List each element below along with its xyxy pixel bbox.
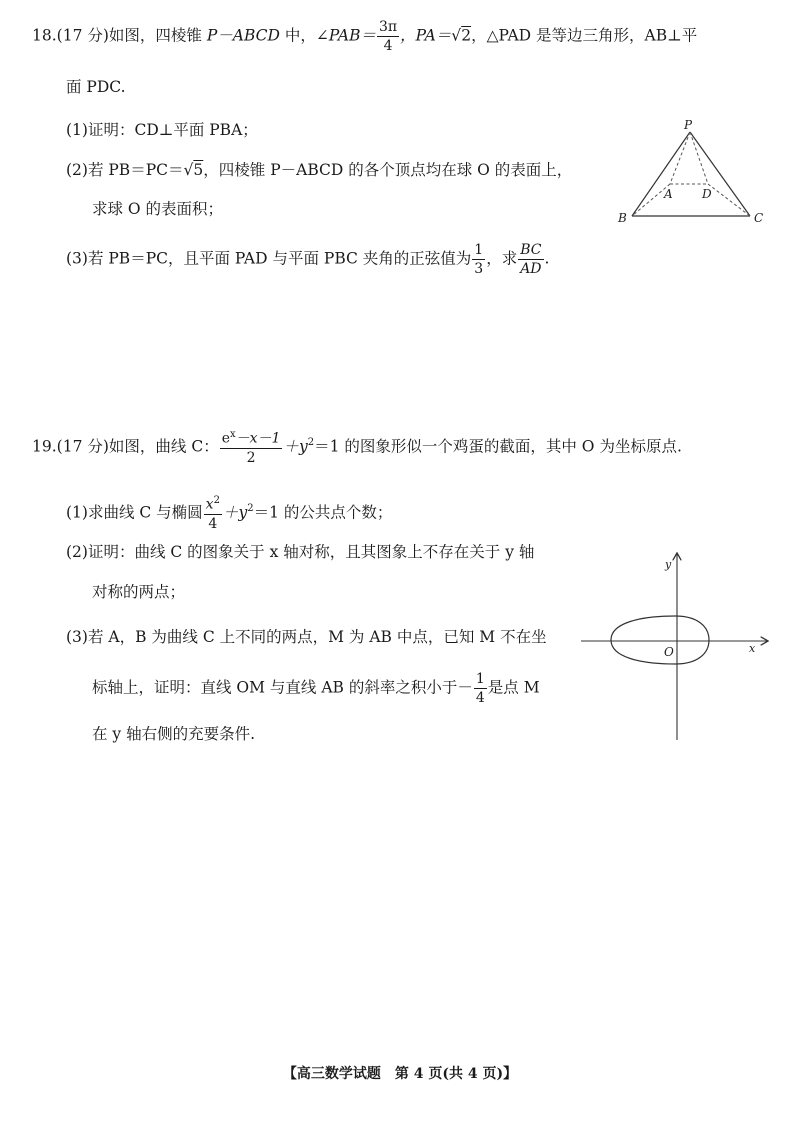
- label-b: B: [618, 211, 627, 225]
- label-c: C: [754, 211, 764, 225]
- edge-pd-hidden: [690, 132, 708, 184]
- q18-sqrt2: √2: [451, 26, 472, 45]
- axis-label-x: x: [749, 642, 756, 655]
- axis-label-y: y: [665, 558, 672, 571]
- q18-triangle-text: ，△PAD 是等边三角形，AB⊥平: [471, 26, 698, 45]
- q18-bc-ad-fraction: $\frac{BC}{AD}$: [520, 242, 542, 277]
- label-a: A: [664, 187, 673, 201]
- q18-line2: 面 PDC.: [66, 78, 126, 96]
- q18-line1: [32, 20, 697, 53]
- page-footer: 【高三数学试题 第 4 页(共 4 页)】: [282, 1066, 518, 1082]
- q18-sqrt5: √5: [183, 161, 204, 179]
- q18-angle: ∠PAB＝: [315, 26, 376, 45]
- q19-line1: 19.(17 分)如图，曲线 C： $\frac{e^x-x-1}{2}$ $+y^2=1$ 的图象形似一个鸡蛋的截面，其中 O 为坐标原点.: [32, 429, 682, 466]
- origin-label: O: [664, 645, 674, 659]
- q18-intro: 如图，四棱锥: [108, 26, 202, 45]
- egg-curve: [611, 616, 709, 664]
- q19-points: (17 分): [56, 437, 109, 456]
- q19-curve-fraction: $\frac{e^x-x-1}{2}$: [221, 429, 281, 466]
- egg-curve-figure: [575, 548, 775, 744]
- q19-intro: 如图，曲线 C：: [108, 437, 219, 456]
- q18-points: (17 分): [56, 26, 109, 45]
- q18-one-third: $\frac{1}{3}$: [474, 242, 484, 277]
- q19-part3: (3)若 A，B 为曲线 C 上不同的两点，M 为 AB 中点，已知 M 不在坐: [66, 628, 547, 646]
- label-d: D: [702, 187, 712, 201]
- q18-number: 18.: [32, 26, 57, 45]
- q19-number: 19.: [32, 437, 57, 456]
- q19-part3-end: 在 y 轴右侧的充要条件.: [92, 725, 256, 743]
- q18-pyramid: P－ABCD: [206, 26, 280, 45]
- q18-part1: (1)证明：CD⊥平面 PBA；: [66, 121, 258, 139]
- q19-part1: (1)求曲线 C 与椭圆 $\frac{x^2}{4}$ $+y^2=1$ 的公共点个数；: [66, 495, 393, 532]
- q19-ellipse-fraction: $\frac{x^2}{4}$: [205, 495, 220, 532]
- q18-in: 中，: [284, 26, 316, 45]
- q19-part2: (2)证明：曲线 C 的图象关于 x 轴对称，且其图象上不存在关于 y 轴: [66, 543, 535, 561]
- label-p: P: [684, 118, 693, 132]
- q19-one-fourth: $\frac{1}{4}$: [475, 671, 485, 706]
- edge-dc-hidden: [708, 184, 750, 216]
- q18-part2-cont: 求球 O 的表面积；: [92, 200, 224, 218]
- q19-part3-cont: 标轴上，证明：直线 OM 与直线 AB 的斜率之积小于－ $\frac{1}{4}$ 是点 M: [92, 671, 540, 706]
- q18-part3: (3)若 PB＝PC，且平面 PAD 与平面 PBC 夹角的正弦值为 $\frac{1}{3}$ ，求 $\frac{BC}{AD}$ .: [66, 242, 550, 277]
- q18-pa: ，PA＝: [400, 26, 452, 45]
- edge-pc: [690, 132, 750, 216]
- q18-angle-fraction: $\frac{3\pi}{4}$: [378, 19, 398, 54]
- edge-pa-hidden: [670, 132, 690, 184]
- pyramid-figure: [612, 118, 772, 230]
- q19-part2-cont: 对称的两点；: [92, 583, 186, 601]
- edge-pb: [632, 132, 690, 216]
- q18-part2: (2)若 PB＝PC＝√5，四棱锥 P－ABCD 的各个顶点均在球 O 的表面上，: [66, 161, 573, 179]
